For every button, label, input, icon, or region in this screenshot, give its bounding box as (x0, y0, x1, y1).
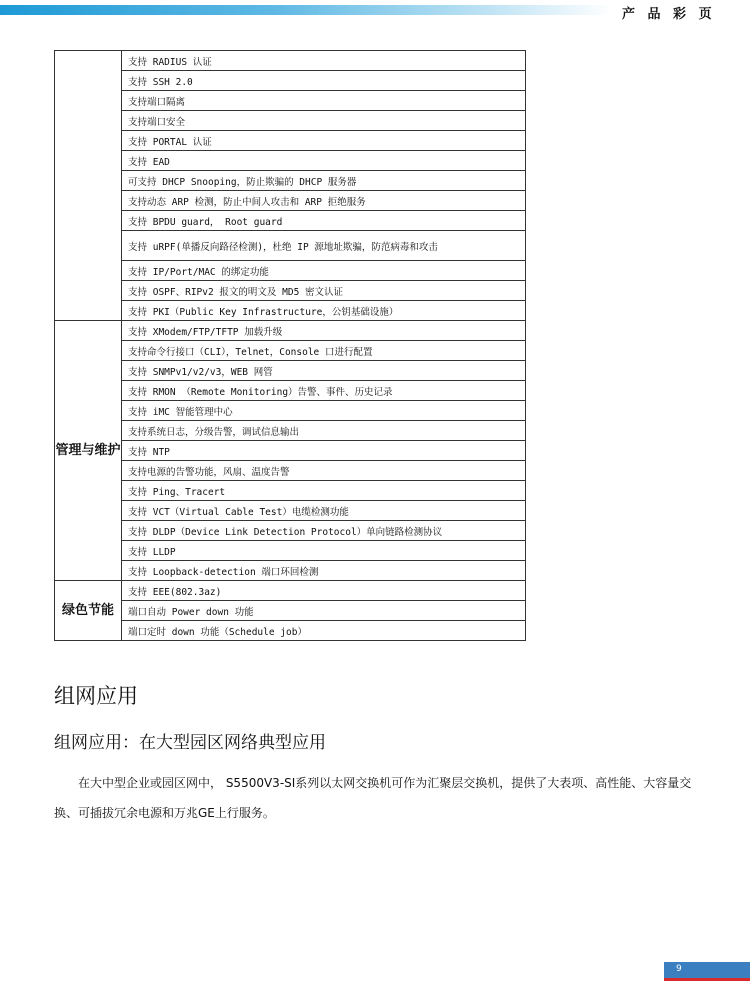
feature-cell: 支持动态 ARP 检测，防止中间人攻击和 ARP 拒绝服务 (122, 191, 526, 211)
table-row (55, 421, 526, 441)
table-row (55, 321, 526, 341)
table-row (55, 91, 526, 111)
table-row (55, 601, 526, 621)
table-row (55, 361, 526, 381)
section-heading: 组网应用 (54, 684, 138, 708)
feature-cell: 支持 iMC 智能管理中心 (122, 401, 526, 421)
category-cell-green: 绿色节能 (55, 581, 122, 641)
feature-cell: 支持 OSPF、RIPv2 报文的明文及 MD5 密文认证 (122, 281, 526, 301)
feature-cell: 支持 Ping、Tracert (122, 481, 526, 501)
feature-cell: 支持 PORTAL 认证 (122, 131, 526, 151)
feature-cell: 支持 NTP (122, 441, 526, 461)
feature-cell: 支持 EAD (122, 151, 526, 171)
feature-cell: 支持 uRPF(单播反向路径检测)，杜绝 IP 源地址欺骗，防范病毒和攻击 (122, 231, 526, 261)
subsection-heading: 组网应用：在大型园区网络典型应用 (54, 733, 326, 753)
feature-cell: 支持端口安全 (122, 111, 526, 131)
page-number-box (664, 962, 750, 981)
table-row (55, 381, 526, 401)
table-row (55, 211, 526, 231)
table-row (55, 231, 526, 261)
page-number: 9 (676, 964, 682, 974)
feature-cell: 支持端口隔离 (122, 91, 526, 111)
table-row (55, 281, 526, 301)
table-row (55, 521, 526, 541)
feature-cell: 支持电源的告警功能，风扇、温度告警 (122, 461, 526, 481)
table-row (55, 581, 526, 601)
top-banner (0, 5, 612, 15)
feature-cell: 端口自动 Power down 功能 (122, 601, 526, 621)
table-row (55, 461, 526, 481)
body-paragraph: 在大中型企业或园区网中， S5500V3-SI系列以太网交换机可作为汇聚层交换机，提供了大表项、高性能、大容量交换、可插拔冗余电源和万兆GE上行服务。 (54, 776, 692, 820)
feature-cell: 支持 RADIUS 认证 (122, 51, 526, 71)
table-row (55, 191, 526, 211)
feature-cell: 支持 IP/Port/MAC 的绑定功能 (122, 261, 526, 281)
table-row (55, 171, 526, 191)
feature-cell: 支持 BPDU guard， Root guard (122, 211, 526, 231)
table-row (55, 261, 526, 281)
feature-cell: 支持 SNMPv1/v2/v3，WEB 网管 (122, 361, 526, 381)
feature-cell: 支持 XModem/FTP/TFTP 加载升级 (122, 321, 526, 341)
feature-cell: 支持 PKI（Public Key Infrastructure，公钥基础设施） (122, 301, 526, 321)
feature-cell: 端口定时 down 功能（Schedule job） (122, 621, 526, 641)
spec-table (54, 50, 526, 641)
table-row (55, 71, 526, 91)
brochure-label: 产 品 彩 页 (622, 7, 716, 22)
feature-cell: 支持 SSH 2.0 (122, 71, 526, 91)
table-row (55, 441, 526, 461)
table-row (55, 481, 526, 501)
table-row (55, 111, 526, 131)
table-row (55, 151, 526, 171)
feature-cell: 支持 Loopback-detection 端口环回检测 (122, 561, 526, 581)
feature-cell: 支持命令行接口（CLI），Telnet，Console 口进行配置 (122, 341, 526, 361)
table-row (55, 131, 526, 151)
table-row (55, 51, 526, 71)
table-row (55, 301, 526, 321)
feature-cell: 支持系统日志，分级告警，调试信息输出 (122, 421, 526, 441)
feature-cell: 支持 LLDP (122, 541, 526, 561)
category-cell-management: 管理与维护 (55, 321, 122, 581)
table-row (55, 561, 526, 581)
feature-cell: 支持 DLDP（Device Link Detection Protocol）单向链路检测协议 (122, 521, 526, 541)
feature-cell: 支持 VCT（Virtual Cable Test）电缆检测功能 (122, 501, 526, 521)
table-row (55, 501, 526, 521)
table-row (55, 541, 526, 561)
category-cell (55, 51, 122, 321)
feature-cell: 支持 EEE(802.3az) (122, 581, 526, 601)
table-row (55, 341, 526, 361)
feature-cell: 可支持 DHCP Snooping，防止欺骗的 DHCP 服务器 (122, 171, 526, 191)
table-row (55, 621, 526, 641)
table-row (55, 401, 526, 421)
feature-cell: 支持 RMON （Remote Monitoring）告警、事件、历史记录 (122, 381, 526, 401)
